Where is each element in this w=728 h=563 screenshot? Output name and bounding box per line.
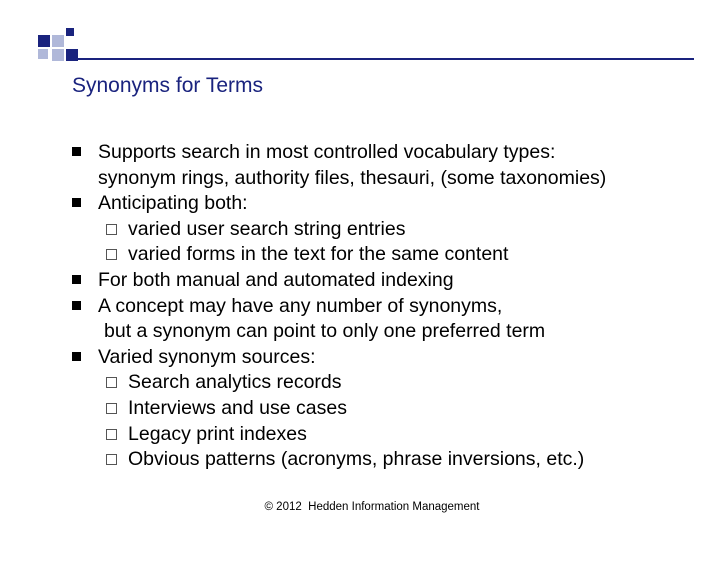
hollow-square-bullet-icon <box>106 403 117 414</box>
hollow-square-bullet-icon <box>106 377 117 388</box>
bullet-item <box>70 294 710 320</box>
light-square-1 <box>52 35 64 47</box>
hollow-square-bullet-icon <box>106 454 117 465</box>
sub-bullet-item <box>70 447 710 473</box>
bullet-text: Anticipating both: <box>98 192 248 215</box>
bullet-item <box>70 191 710 217</box>
hollow-square-bullet-icon <box>106 429 117 440</box>
sub-bullet-text: Interviews and use cases <box>128 396 347 419</box>
slide-title: Synonyms for Terms <box>72 74 263 97</box>
square-bullet-icon <box>72 198 81 207</box>
square-bullet-icon <box>72 352 81 361</box>
sub-bullet-text: varied forms in the text for the same content <box>128 243 509 266</box>
decorative-squares <box>30 22 90 72</box>
bullet-text: A concept may have any number of synonyms, <box>98 294 503 317</box>
light-square-2 <box>52 49 64 61</box>
dark-square-2 <box>66 28 74 36</box>
bullet-continuation <box>70 166 710 192</box>
sub-bullet-item <box>70 370 710 396</box>
slide-footer: © 2012 Hedden Information Management <box>264 501 480 513</box>
sub-bullet-text: Search analytics records <box>128 371 342 394</box>
bullet-text: synonym rings, authority files, thesauri, (some taxonomies) <box>98 166 607 189</box>
dark-square-1 <box>38 35 50 47</box>
title-rule <box>72 58 694 60</box>
bullet-item <box>70 268 710 294</box>
bullet-text: For both manual and automated indexing <box>98 268 454 291</box>
hollow-square-bullet-icon <box>106 224 117 235</box>
square-bullet-icon <box>72 301 81 310</box>
square-bullet-icon <box>72 275 81 284</box>
bullet-item <box>70 140 710 166</box>
slide-content <box>70 140 710 473</box>
bullet-continuation <box>70 319 710 345</box>
sub-bullet-item <box>70 422 710 448</box>
sub-bullet-text: varied user search string entries <box>128 217 406 240</box>
bullet-text: Varied synonym sources: <box>98 345 316 368</box>
sub-bullet-text: Obvious patterns (acronyms, phrase inversions, etc.) <box>128 448 585 471</box>
sub-bullet-item <box>70 217 710 243</box>
sub-bullet-item <box>70 396 710 422</box>
bullet-text: Supports search in most controlled vocabulary types: <box>98 141 556 163</box>
sub-bullet-text: Legacy print indexes <box>128 422 307 445</box>
bullet-text: but a synonym can point to only one preferred term <box>104 320 546 343</box>
square-bullet-icon <box>72 147 81 156</box>
bullet-item <box>70 345 710 371</box>
hollow-square-bullet-icon <box>106 249 117 260</box>
light-square-3 <box>38 49 48 59</box>
sub-bullet-item <box>70 242 710 268</box>
